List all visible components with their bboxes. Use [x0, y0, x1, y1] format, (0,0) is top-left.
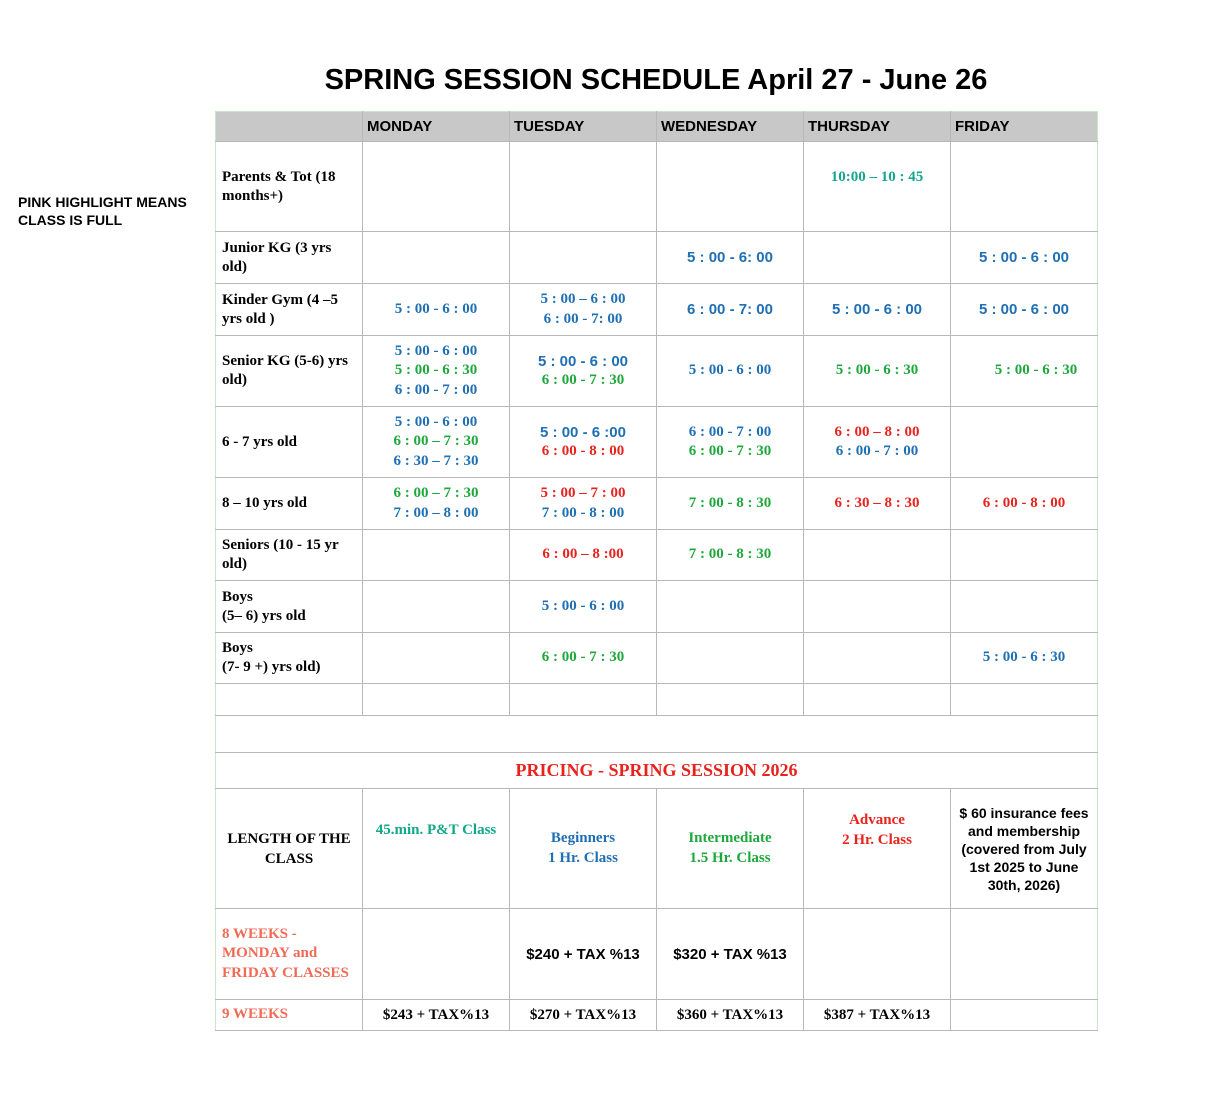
beginners-duration: 1 Hr. Class: [548, 849, 618, 866]
row-label: [216, 581, 363, 633]
cell-fri: [951, 232, 1098, 284]
cell-tue: [510, 142, 657, 232]
spacer-cell: [216, 716, 1098, 753]
cell-tue: [510, 581, 657, 633]
cell-mon: [363, 336, 510, 407]
time-slot: 6 : 00 – 7 : 30: [393, 433, 479, 450]
row-label: Junior KG (3 yrs old): [216, 232, 363, 284]
time-slot: 5 : 00 - 6 : 30: [835, 362, 919, 379]
schedule-row-boys-7-9: [216, 633, 1098, 684]
cell-thu: [804, 142, 951, 232]
day-header-row: [216, 112, 1098, 142]
cell-thu: [804, 633, 951, 684]
cell-mon: [363, 530, 510, 581]
price-cell-empty: [951, 1000, 1098, 1031]
time-slot: 6 : 00 – 8 : 00: [834, 423, 920, 440]
cell-thu: [804, 232, 951, 284]
time-slot: 6 : 00 - 7 : 00: [688, 423, 772, 440]
price-cell-empty: [363, 909, 510, 1000]
length-of-class-label: LENGTH OF THE CLASS: [216, 789, 363, 909]
cell-wed: [657, 581, 804, 633]
cell-wed: [657, 478, 804, 530]
cell-fri: [951, 407, 1098, 478]
row-label-line2: (5– 6) yrs old: [222, 607, 306, 624]
intermediate-duration: 1.5 Hr. Class: [689, 849, 771, 866]
row-label: [216, 633, 363, 684]
time-slot: 5 : 00 - 6 : 00: [394, 342, 478, 359]
cell-thu: [804, 530, 951, 581]
advance-duration: 2 Hr. Class: [842, 831, 912, 848]
header-wednesday: WEDNESDAY: [657, 112, 804, 142]
schedule-row-junior-kg: [216, 232, 1098, 284]
empty-cell: [951, 684, 1098, 716]
time-slot: 6 : 00 - 8 : 00: [982, 494, 1066, 511]
header-blank: [216, 112, 363, 142]
empty-cell: [804, 684, 951, 716]
cell-tue: [510, 478, 657, 530]
time-slot: 6 : 00 - 8 : 00: [541, 443, 625, 459]
time-slot: 5 : 00 – 6 : 00: [540, 291, 626, 307]
time-slot: 7 : 00 - 8 : 30: [688, 494, 772, 511]
header-friday: FRIDAY: [951, 112, 1098, 142]
header-thursday: THURSDAY: [804, 112, 951, 142]
pricing-header-row: [216, 789, 1098, 909]
time-slot: 6 : 30 – 8 : 30: [834, 494, 920, 511]
cell-mon: [363, 478, 510, 530]
time-slot: 6 : 30 – 7 : 30: [393, 452, 479, 469]
row-label: Parents & Tot (18 months+): [216, 142, 363, 232]
time-slot: 6 : 00 – 7 : 30: [393, 485, 479, 501]
cell-thu: [804, 407, 951, 478]
row-label-line2: (7- 9 +) yrs old): [222, 659, 321, 675]
time-slot: 5 : 00 - 6 : 00: [688, 362, 772, 379]
cell-wed: [657, 336, 804, 407]
row-label: Senior KG (5-6) yrs old): [216, 336, 363, 407]
time-slot: 5 : 00 - 6 : 00: [978, 248, 1070, 266]
pt-class-header: [363, 789, 510, 909]
time-slot: 6 : 00 - 7 : 00: [394, 381, 478, 398]
time-slot: 6 : 00 - 7 : 30: [541, 649, 625, 666]
cell-wed: [657, 142, 804, 232]
header-tuesday: TUESDAY: [510, 112, 657, 142]
cell-wed: [657, 284, 804, 336]
schedule-table: [215, 111, 1098, 1031]
time-slot: 7 : 00 - 8 : 30: [688, 546, 772, 563]
header-monday: MONDAY: [363, 112, 510, 142]
advance-label: Advance: [849, 812, 905, 828]
row-label: Seniors (10 - 15 yr old): [216, 530, 363, 581]
schedule-row-kinder-gym: [216, 284, 1098, 336]
empty-cell: [657, 684, 804, 716]
empty-cell: [363, 684, 510, 716]
pricing-row-8-weeks: [216, 909, 1098, 1000]
time-slot: 6 : 00 – 8 :00: [542, 546, 624, 563]
intermediate-label: Intermediate: [688, 830, 772, 846]
time-slot: 5 : 00 - 6 : 00: [541, 597, 625, 614]
time-slot: 5 : 00 - 6 : 00: [537, 352, 629, 370]
spacer-row: [216, 716, 1098, 753]
cell-mon: [363, 232, 510, 284]
time-slot: 6 : 00 - 7 : 30: [541, 372, 625, 388]
price-cell-empty: [804, 909, 951, 1000]
cell-thu: [804, 478, 951, 530]
eight-weeks-intermediate-price: $320 + TAX %13: [657, 909, 804, 1000]
time-slot: 5 : 00 - 6: 00: [687, 248, 773, 266]
schedule-row-empty: [216, 684, 1098, 716]
nine-weeks-pt-price: $243 + TAX%13: [363, 1000, 510, 1031]
page-title: SPRING SESSION SCHEDULE April 27 - June 26: [324, 64, 988, 96]
time-slot: 7 : 00 - 8 : 00: [541, 504, 625, 521]
pricing-title: PRICING - SPRING SESSION 2026: [216, 753, 1098, 789]
cell-tue: [510, 633, 657, 684]
cell-fri: [951, 581, 1098, 633]
row-label: 8 – 10 yrs old: [216, 478, 363, 530]
cell-fri: [951, 530, 1098, 581]
cell-wed: [657, 232, 804, 284]
cell-thu: [804, 284, 951, 336]
time-slot: 10:00 – 10 : 45: [830, 169, 924, 185]
row-label: 6 - 7 yrs old: [216, 407, 363, 478]
cell-mon: [363, 407, 510, 478]
eight-weeks-beginners-price: $240 + TAX %13: [510, 909, 657, 1000]
empty-cell: [510, 684, 657, 716]
cell-mon: [363, 284, 510, 336]
cell-tue: [510, 530, 657, 581]
row-label-line1: Boys: [222, 640, 253, 656]
full-class-note: PINK HIGHLIGHT MEANS CLASS IS FULL: [18, 194, 187, 228]
beginners-header: [510, 789, 657, 909]
cell-mon: [363, 633, 510, 684]
time-slot: 5 : 00 - 6 : 30: [994, 362, 1078, 379]
cell-thu: [804, 336, 951, 407]
pricing-title-row: [216, 753, 1098, 789]
time-slot: 5 : 00 - 6 :00: [540, 423, 626, 441]
nine-weeks-beginners-price: $270 + TAX%13: [510, 1000, 657, 1031]
cell-tue: [510, 284, 657, 336]
cell-fri: [951, 633, 1098, 684]
price-cell-empty: [951, 909, 1098, 1000]
time-slot: 6 : 00 - 7 : 00: [835, 443, 919, 459]
nine-weeks-label: 9 WEEKS: [216, 1000, 363, 1031]
row-label: Kinder Gym (4 –5 yrs old ): [216, 284, 363, 336]
time-slot: 5 : 00 - 6 : 00: [831, 300, 923, 318]
cell-fri: [951, 142, 1098, 232]
cell-wed: [657, 633, 804, 684]
schedule-row-senior-kg: [216, 336, 1098, 407]
pricing-row-9-weeks: [216, 1000, 1098, 1031]
cell-tue: [510, 407, 657, 478]
time-slot: 5 : 00 - 6 : 00: [394, 413, 478, 430]
schedule-row-parents-tot: [216, 142, 1098, 232]
cell-tue: [510, 336, 657, 407]
cell-tue: [510, 232, 657, 284]
schedule-row-boys-5-6: [216, 581, 1098, 633]
row-label-line1: Boys: [222, 588, 253, 605]
cell-wed: [657, 530, 804, 581]
beginners-label: Beginners: [550, 830, 616, 846]
eight-weeks-label: 8 WEEKS - MONDAY and FRIDAY CLASSES: [216, 909, 363, 1000]
empty-cell: [216, 684, 363, 716]
time-slot: 5 : 00 - 6 : 30: [982, 649, 1066, 666]
cell-mon: [363, 581, 510, 633]
time-slot: 6 : 00 - 7: 00: [687, 300, 773, 318]
advance-header: [804, 789, 951, 909]
cell-wed: [657, 407, 804, 478]
cell-mon: [363, 142, 510, 232]
time-slot: 6 : 00 - 7: 00: [543, 310, 623, 327]
time-slot: 5 : 00 - 6 : 00: [978, 300, 1070, 318]
schedule-row-6-7-yrs: [216, 407, 1098, 478]
nine-weeks-advance-price: $387 + TAX%13: [804, 1000, 951, 1031]
cell-fri: [951, 336, 1098, 407]
pt-class-label: 45.min. P&T Class: [375, 822, 497, 838]
insurance-fee-note: $ 60 insurance fees and membership (covered from July 1st 2025 to June 30th, 2026): [951, 789, 1098, 909]
cell-fri: [951, 478, 1098, 530]
cell-thu: [804, 581, 951, 633]
time-slot: 7 : 00 – 8 : 00: [393, 504, 479, 521]
nine-weeks-intermediate-price: $360 + TAX%13: [657, 1000, 804, 1031]
intermediate-header: [657, 789, 804, 909]
time-slot: 5 : 00 – 7 : 00: [540, 485, 626, 501]
time-slot: 5 : 00 - 6 : 00: [394, 300, 478, 317]
cell-fri: [951, 284, 1098, 336]
time-slot: 5 : 00 - 6 : 30: [394, 362, 478, 379]
time-slot: 6 : 00 - 7 : 30: [688, 443, 772, 459]
schedule-row-8-10-yrs: [216, 478, 1098, 530]
schedule-row-seniors: [216, 530, 1098, 581]
